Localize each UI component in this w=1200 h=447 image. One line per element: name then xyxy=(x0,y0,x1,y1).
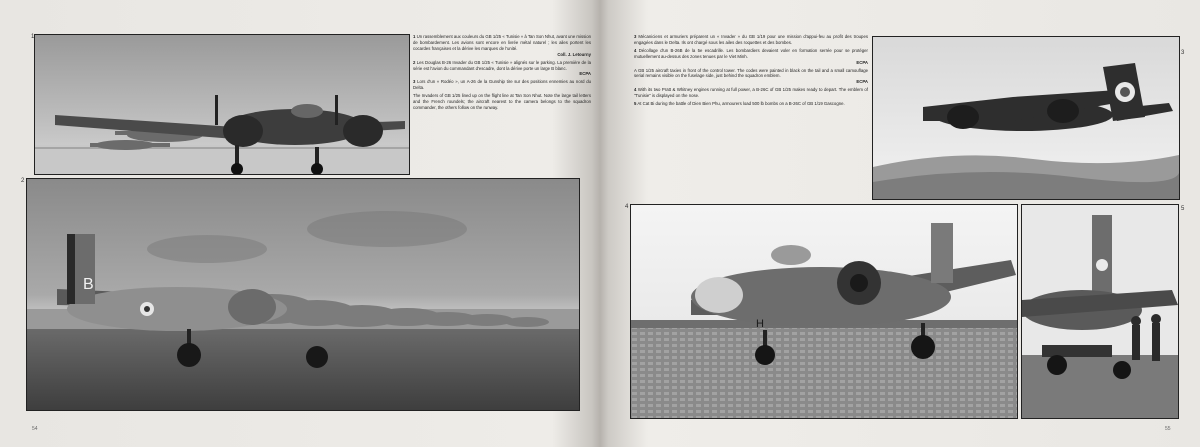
photo-invader-lineup xyxy=(26,178,580,411)
caption-block: 1 Un rassemblement aux couleurs du GB 1/25 « Tunisie » à Tan Son Nhut, avant une mission de bombardement. Les avions sont encore en livrée métal naturel ; les ailes portent les cocardes françaises et la dérive les marques de l'unité. Coll. J. Letourny xyxy=(413,34,591,57)
figure-number-2: 2 xyxy=(21,178,25,184)
caption-block: 3 Lors d'un « Rodéo », un A-26 de la Gunship tire sur des positions ennemies au nord du Delta. xyxy=(413,79,591,91)
svg-text:H: H xyxy=(756,318,764,330)
caption-block: 4 With its two Pratt & Whitney engines running at full power, a B-26C of GB 1/25 makes ready to depart. The emblem of "Tunisie" is displayed on the nose. xyxy=(634,87,868,99)
caption-block: 5 At Cat Bi during the battle of Dien Bien Phu, armourers load 500 lb bombs on a B-26C of GB 1/19 Gascogne. xyxy=(634,101,845,107)
photo-invader-ground-runup xyxy=(630,204,1018,419)
photo-invader-flight-line xyxy=(34,34,410,175)
figure-number-3: 3 xyxy=(1181,50,1185,56)
caption-column-left xyxy=(413,34,591,176)
page-number-left: 54 xyxy=(32,426,38,432)
figure-number-5: 5 xyxy=(1181,206,1185,212)
figure-number-1: 1 xyxy=(31,34,35,40)
caption-block: 3 Mécaniciens et armuriers préparent un « Invader » du GB 1/19 pour une mission d'appui-feu au profit des troupes engagées dans le Delta. Ils ont chargé sous les ailes des roquettes et des bombes. xyxy=(634,34,868,45)
photo-invader-in-flight xyxy=(872,36,1180,200)
caption-block: 4 Décollage d'un B-26B de la 5e escadrille. Les bombardiers devaient voler en formation serrée pour se protéger mutuellement au-dessus des zones tenues par le Viet Minh. ECPA xyxy=(634,47,868,65)
page-number-right: 55 xyxy=(1165,426,1171,432)
svg-text:B: B xyxy=(83,276,94,293)
caption-block: A GB 1/25 aircraft taxies in front of the control tower. The codes were painted in black on the tail and a small camouflage serial remains visible on the fuselage side, just behind the squadron emblem. ECPA xyxy=(634,67,868,85)
photo-bomb-loading xyxy=(1021,204,1179,419)
caption-column-right xyxy=(634,34,868,194)
caption-block: 2 Les Douglas B-26 Invader du GB 1/25 « Tunisie » alignés sur le parking. La première de la série est l'avion du commandant d'escadre, dont la dérive porte un large B blanc. ECPA xyxy=(413,59,591,77)
caption-block: The Invaders of GB 1/25 lined up on the flight line at Tan Son Nhut. Note the large tail letters and the French roundels; the aircraft nearest to the camera belongs to the squadron commander, the others follow on the runway. xyxy=(413,93,591,110)
figure-number-4: 4 xyxy=(625,204,629,210)
